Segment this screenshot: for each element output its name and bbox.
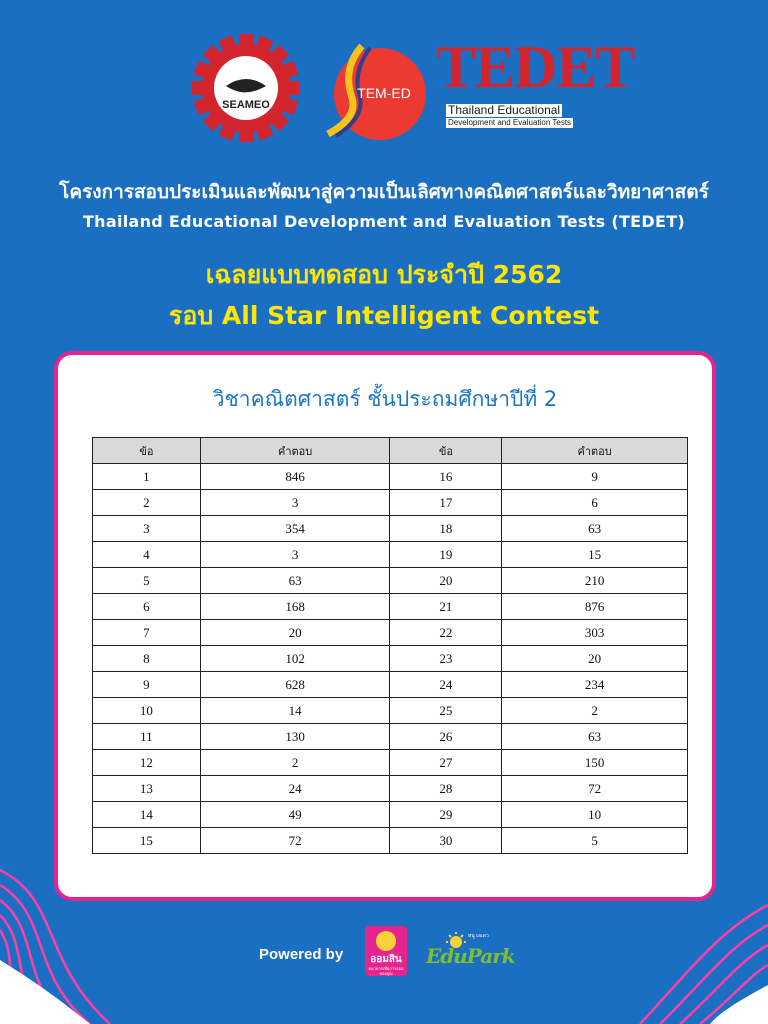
column-header-answer: คำตอบ: [502, 438, 688, 464]
item-number: 29: [390, 802, 502, 828]
answer-value: 63: [502, 516, 688, 542]
temed-logo-text: TEM-ED: [357, 85, 411, 101]
item-number: 8: [93, 646, 201, 672]
item-number: 5: [93, 568, 201, 594]
column-header-answer: คำตอบ: [200, 438, 390, 464]
answer-value: 72: [200, 828, 390, 854]
answer-value: 20: [502, 646, 688, 672]
answer-value: 6: [502, 490, 688, 516]
answer-value: 14: [200, 698, 390, 724]
item-number: 9: [93, 672, 201, 698]
gsb-logo-tagline: ธนาคารเพื่อการออมของคุณ: [368, 966, 404, 976]
tedet-logo-text: TEDET: [436, 34, 635, 100]
item-number: 26: [390, 724, 502, 750]
subject-title: วิชาคณิตศาสตร์ ชั้นประถมศึกษาปีที่ 2: [212, 387, 558, 411]
item-number: 30: [390, 828, 502, 854]
answer-value: 354: [200, 516, 390, 542]
answer-value: 3: [200, 542, 390, 568]
table-row: [93, 620, 688, 646]
seameo-logo-text: SEAMEO: [222, 99, 270, 111]
answer-value: 2: [200, 750, 390, 776]
answer-value: 9: [502, 464, 688, 490]
item-number: 14: [93, 802, 201, 828]
answer-value: 210: [502, 568, 688, 594]
answer-value: 846: [200, 464, 390, 490]
item-number: 22: [390, 620, 502, 646]
table-row: [93, 672, 688, 698]
answer-value: 303: [502, 620, 688, 646]
gsb-seal-icon: [376, 931, 396, 951]
answer-value: 10: [502, 802, 688, 828]
item-number: 19: [390, 542, 502, 568]
item-number: 12: [93, 750, 201, 776]
table-row: [93, 542, 688, 568]
item-number: 18: [390, 516, 502, 542]
seameo-logo: [192, 34, 300, 142]
table-row: [93, 750, 688, 776]
column-header-item: ข้อ: [93, 438, 201, 464]
answer-value: 49: [200, 802, 390, 828]
tedet-logo: [436, 34, 635, 134]
table-row: [93, 776, 688, 802]
thai-project-title: โครงการสอบประเมินและพัฒนาสู่ความเป็นเลิศทางคณิตศาสตร์และวิทยาศาสตร์: [59, 181, 709, 203]
table-row: [93, 568, 688, 594]
answer-key-title: เฉลยแบบทดสอบ ประจำปี 2562: [205, 260, 563, 289]
answer-value: 15: [502, 542, 688, 568]
item-number: 17: [390, 490, 502, 516]
item-number: 6: [93, 594, 201, 620]
item-number: 7: [93, 620, 201, 646]
answer-value: 72: [502, 776, 688, 802]
item-number: 27: [390, 750, 502, 776]
item-number: 1: [93, 464, 201, 490]
table-header-row: [93, 438, 688, 464]
answer-value: 150: [502, 750, 688, 776]
english-project-title: Thailand Educational Development and Evaluation Tests (TEDET): [82, 212, 686, 231]
answer-value: 168: [200, 594, 390, 620]
answer-value: 876: [502, 594, 688, 620]
edupark-logo-top-text: หนู เอเดว: [468, 933, 489, 939]
answer-value: 234: [502, 672, 688, 698]
table-row: [93, 464, 688, 490]
table-row: [93, 594, 688, 620]
item-number: 3: [93, 516, 201, 542]
gsb-logo-text: ออมสิน: [370, 954, 402, 965]
answer-value: 2: [502, 698, 688, 724]
tedet-logo-subtitle-2: Development and Evaluation Tests: [448, 118, 572, 127]
answer-table: [92, 437, 688, 854]
item-number: 21: [390, 594, 502, 620]
edupark-logo-text: EduPark: [426, 944, 515, 968]
answer-value: 5: [502, 828, 688, 854]
item-number: 2: [93, 490, 201, 516]
temed-logo: [322, 38, 426, 142]
item-number: 4: [93, 542, 201, 568]
item-number: 13: [93, 776, 201, 802]
edupark-logo: [424, 932, 520, 974]
table-row: [93, 724, 688, 750]
item-number: 24: [390, 672, 502, 698]
answer-value: 628: [200, 672, 390, 698]
column-header-item: ข้อ: [390, 438, 502, 464]
item-number: 25: [390, 698, 502, 724]
answer-value: 20: [200, 620, 390, 646]
answer-card: [54, 351, 716, 901]
table-row: [93, 490, 688, 516]
item-number: 28: [390, 776, 502, 802]
item-number: 10: [93, 698, 201, 724]
answer-value: 3: [200, 490, 390, 516]
answer-value: 102: [200, 646, 390, 672]
table-row: [93, 516, 688, 542]
contest-round-title: รอบ All Star Intelligent Contest: [168, 301, 600, 330]
item-number: 20: [390, 568, 502, 594]
item-number: 11: [93, 724, 201, 750]
table-row: [93, 646, 688, 672]
item-number: 23: [390, 646, 502, 672]
item-number: 16: [390, 464, 502, 490]
item-number: 15: [93, 828, 201, 854]
table-row: [93, 802, 688, 828]
tedet-logo-subtitle: Thailand Educational: [448, 103, 561, 117]
answer-value: 63: [200, 568, 390, 594]
table-row: [93, 828, 688, 854]
answer-value: 63: [502, 724, 688, 750]
answer-value: 24: [200, 776, 390, 802]
table-row: [93, 698, 688, 724]
powered-by-label: Powered by: [259, 946, 344, 963]
answer-value: 130: [200, 724, 390, 750]
gsb-bank-logo: [365, 926, 407, 976]
